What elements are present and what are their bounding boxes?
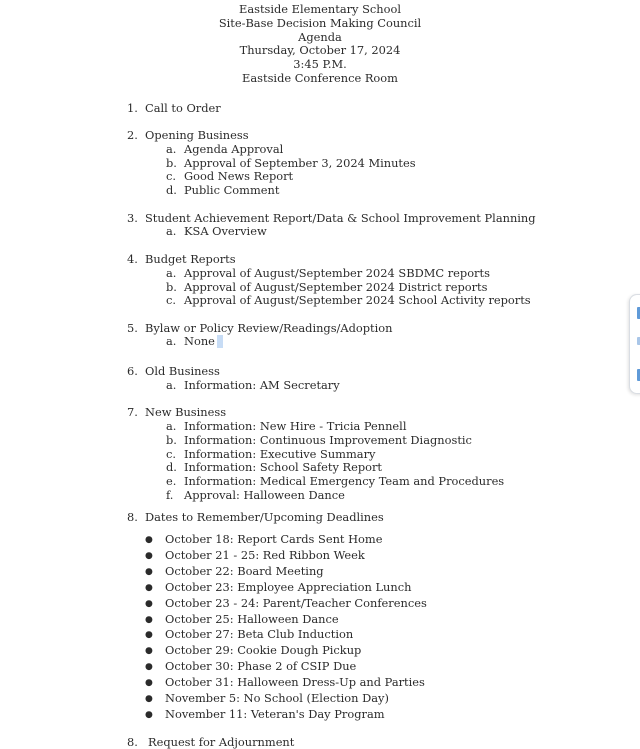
date-entry: November 11: Veteran's Day Program — [165, 706, 385, 721]
subitem-letter: a. — [166, 334, 177, 348]
subitem-letter: a. — [166, 378, 177, 392]
date-entry: October 18: Report Cards Sent Home — [165, 532, 383, 546]
subitem-letter: a. — [166, 142, 177, 156]
item-title: New Business — [145, 405, 227, 419]
meeting-date: Thursday, October 17, 2024 — [239, 43, 401, 58]
side-panel-tab[interactable] — [629, 294, 640, 394]
subitem-text: Public Comment — [184, 183, 280, 198]
subitem-letter: e. — [166, 474, 177, 489]
item-title: Budget Reports — [145, 252, 236, 266]
subitem-letter: b. — [166, 432, 177, 447]
bullet-icon: ● — [145, 630, 153, 641]
item-number: 4. — [127, 252, 138, 266]
subitem-letter: a. — [166, 224, 177, 238]
item-number: 6. — [127, 364, 138, 378]
item-title: Bylaw or Policy Review/Readings/Adoption — [145, 321, 393, 335]
item-number: 1. — [127, 101, 138, 115]
bullet-icon: ● — [145, 694, 153, 704]
bullet-icon: ● — [145, 550, 153, 561]
subitem-letter: c. — [166, 446, 177, 461]
date-entry: October 31: Halloween Dress-Up and Parties — [165, 675, 425, 690]
bullet-icon: ● — [145, 709, 153, 720]
subitem-text: Information: New Hire - Tricia Pennell — [184, 419, 407, 433]
item-title: Opening Business — [145, 128, 249, 142]
item-number: 2. — [127, 128, 138, 142]
subitem-text: Good News Report — [184, 169, 294, 184]
date-entry: October 30: Phase 2 of CSIP Due — [165, 659, 357, 674]
bullet-icon: ● — [145, 535, 153, 545]
subitem-text: Approval: Halloween Dance — [184, 488, 345, 502]
bullet-icon: ● — [145, 678, 153, 689]
agenda-header — [0, 3, 640, 86]
item-title: Old Business — [145, 364, 220, 378]
subitem-text: None — [184, 334, 215, 348]
item-title: Student Achievement Report/Data & School Improvement Planning — [145, 211, 536, 225]
bullet-icon: ● — [145, 662, 153, 673]
date-entry: October 29: Cookie Dough Pickup — [165, 643, 362, 658]
bullet-icon: ● — [145, 582, 153, 593]
item-title: Call to Order — [145, 101, 221, 115]
item-number: 7. — [127, 405, 138, 419]
date-entry: October 23 - 24: Parent/Teacher Conferences — [165, 595, 427, 610]
date-entry: October 23: Employee Appreciation Lunch — [165, 579, 412, 594]
document-type: Agenda — [298, 29, 342, 44]
subitem-letter: f. — [166, 488, 174, 502]
date-entry: October 27: Beta Club Induction — [165, 627, 354, 642]
bullet-icon: ● — [145, 614, 153, 625]
item-number: 5. — [127, 321, 138, 335]
item-title: Dates to Remember/Upcoming Deadlines — [145, 510, 384, 524]
subitem-text: Approval of August/September 2024 SBDMC reports — [184, 266, 490, 280]
subitem-text: Approval of September 3, 2024 Minutes — [184, 155, 416, 170]
subitem-letter: c. — [166, 169, 177, 184]
subitem-letter: a. — [166, 419, 177, 433]
subitem-letter: d. — [166, 460, 177, 475]
subitem-letter: b. — [166, 279, 177, 294]
item-title: Request for Adjournment — [148, 735, 295, 749]
meeting-location: Eastside Conference Room — [242, 70, 398, 85]
date-entry: November 5: No School (Election Day) — [165, 691, 389, 705]
bullet-icon: ● — [145, 598, 153, 609]
bullet-icon: ● — [145, 566, 153, 577]
subitem-letter: c. — [166, 293, 177, 308]
item-number: 8. — [127, 510, 138, 524]
date-entry: October 22: Board Meeting — [165, 563, 324, 578]
school-name: Eastside Elementary School — [239, 2, 401, 16]
bullet-icon: ● — [145, 646, 153, 657]
text-cursor-highlight — [217, 335, 223, 348]
subitem-letter: d. — [166, 183, 177, 198]
subitem-text: Information: Continuous Improvement Diagnostic — [184, 432, 472, 447]
subitem-text: Information: School Safety Report — [184, 460, 382, 475]
item-number: 8. — [127, 735, 138, 749]
subitem-text: Approval of August/September 2024 District reports — [184, 279, 488, 294]
item-number: 3. — [127, 211, 138, 225]
subitem-text: Information: AM Secretary — [184, 378, 340, 392]
date-entry: October 25: Halloween Dance — [165, 611, 339, 626]
council-name: Site-Base Decision Making Council — [218, 15, 422, 30]
subitem-text: Information: Executive Summary — [184, 446, 376, 461]
subitem-text: Approval of August/September 2024 School Activity reports — [184, 293, 531, 308]
subitem-letter: b. — [166, 155, 177, 170]
subitem-letter: a. — [166, 266, 177, 280]
meeting-time: 3:45 P.M. — [293, 57, 347, 72]
subitem-text: Information: Medical Emergency Team and Procedures — [184, 474, 505, 489]
date-entry: October 21 - 25: Red Ribbon Week — [165, 547, 365, 562]
subitem-text: Agenda Approval — [184, 142, 284, 156]
subitem-text: KSA Overview — [184, 224, 267, 238]
